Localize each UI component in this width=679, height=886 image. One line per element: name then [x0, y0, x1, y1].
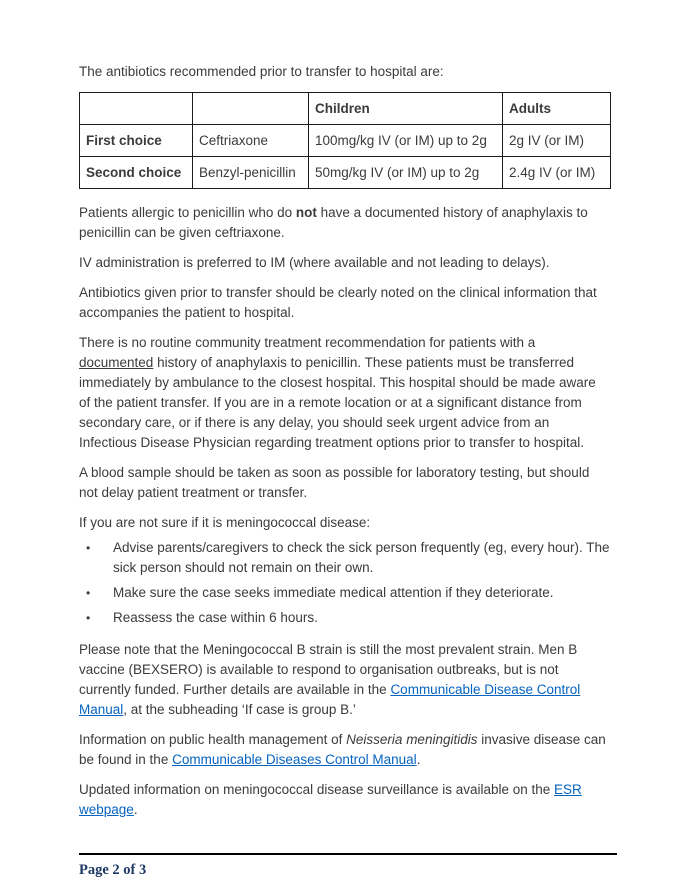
page-content	[79, 62, 610, 830]
text-segment: invasive disease can be found in the	[79, 732, 606, 767]
bullet-icon: •	[86, 541, 91, 555]
header-cell-empty-2	[193, 93, 309, 125]
communicable-disease-control-manual-link[interactable]: Communicable Disease Control Manual	[79, 682, 581, 717]
men-b-strain-paragraph	[79, 640, 610, 720]
not-sure-lead-paragraph: If you are not sure if it is meningococcal disease:	[79, 515, 371, 530]
list-item	[79, 583, 610, 603]
intro-paragraph: The antibiotics recommended prior to transfer to hospital are:	[79, 64, 444, 79]
row-label: First choice	[80, 125, 193, 157]
emphasis-not: not	[295, 205, 317, 220]
footer-divider	[79, 853, 617, 855]
drug-cell: Benzyl-penicillin	[193, 157, 309, 189]
table-row-second-choice	[80, 157, 611, 189]
no-routine-treatment-paragraph	[79, 333, 610, 453]
communicable-diseases-control-manual-link[interactable]: Communicable Diseases Control Manual	[172, 752, 417, 767]
text-segment: Updated information on meningococcal disease surveillance is available on the	[79, 782, 555, 797]
advice-bullet-list	[79, 538, 610, 628]
list-item	[79, 538, 610, 578]
text-segment: Patients allergic to penicillin who do	[79, 205, 296, 220]
antibiotics-noted-paragraph: Antibiotics given prior to transfer should be clearly noted on the clinical information that accompanies the patient to hospital.	[79, 285, 597, 320]
adults-dose-cell: 2.4g IV (or IM)	[503, 157, 611, 189]
children-dose-cell: 50mg/kg IV (or IM) up to 2g	[309, 157, 503, 189]
emphasis-documented: documented	[79, 355, 154, 370]
list-item-text: Advise parents/caregivers to check the sick person frequently (eg, every hour). The sick person should not remain on their own.	[113, 540, 610, 575]
text-segment: .	[416, 752, 421, 767]
text-segment: There is no routine community treatment recommendation for patients with a	[79, 335, 536, 350]
text-segment: , at the subheading ‘If case is group B.’	[123, 702, 356, 717]
children-dose-cell: 100mg/kg IV (or IM) up to 2g	[309, 125, 503, 157]
antibiotics-table	[79, 92, 611, 189]
text-segment: .	[133, 802, 138, 817]
table-row-first-choice	[80, 125, 611, 157]
bullet-icon: •	[86, 586, 91, 600]
text-segment: history of anaphylaxis to penicillin. These patients must be transferred immediately by ambulance to the closest hospital. This hospital should be made aware of the patient transfer. If you are in a remote location or at a significant distance from secondary care, or if there is any delay, you should seek urgent advice from an Infectious Disease Physician regarding treatment options prior to transfer to hospital.	[79, 355, 596, 450]
public-health-management-paragraph	[79, 730, 610, 770]
header-cell-children: Children	[309, 93, 503, 125]
species-name-italic: Neisseria meningitidis	[346, 732, 478, 747]
page-number: Page 2 of 3	[79, 862, 147, 878]
surveillance-paragraph	[79, 780, 610, 820]
header-cell-adults: Adults	[503, 93, 611, 125]
table-header-row	[80, 93, 611, 125]
allergy-paragraph	[79, 203, 610, 243]
row-label: Second choice	[80, 157, 193, 189]
iv-administration-paragraph: IV administration is preferred to IM (where available and not leading to delays).	[79, 255, 550, 270]
text-segment: Information on public health management of	[79, 732, 347, 747]
text-segment: have a documented history of anaphylaxis to penicillin can be given ceftriaxone.	[79, 205, 588, 240]
blood-sample-paragraph: A blood sample should be taken as soon as possible for laboratory testing, but should not delay patient treatment or transfer.	[79, 465, 590, 500]
header-cell-empty-1	[80, 93, 193, 125]
bullet-icon: •	[86, 611, 91, 625]
list-item-text: Reassess the case within 6 hours.	[113, 610, 318, 625]
list-item	[79, 608, 610, 628]
drug-cell: Ceftriaxone	[193, 125, 309, 157]
esr-webpage-link[interactable]: ESR webpage	[79, 782, 582, 817]
list-item-text: Make sure the case seeks immediate medical attention if they deteriorate.	[113, 585, 554, 600]
text-segment: Please note that the Meningococcal B strain is still the most prevalent strain. Men B vaccine (BEXSERO) is available to respond to organisation outbreaks, but is not currently funded. Further details are available in the	[79, 642, 578, 697]
adults-dose-cell: 2g IV (or IM)	[503, 125, 611, 157]
